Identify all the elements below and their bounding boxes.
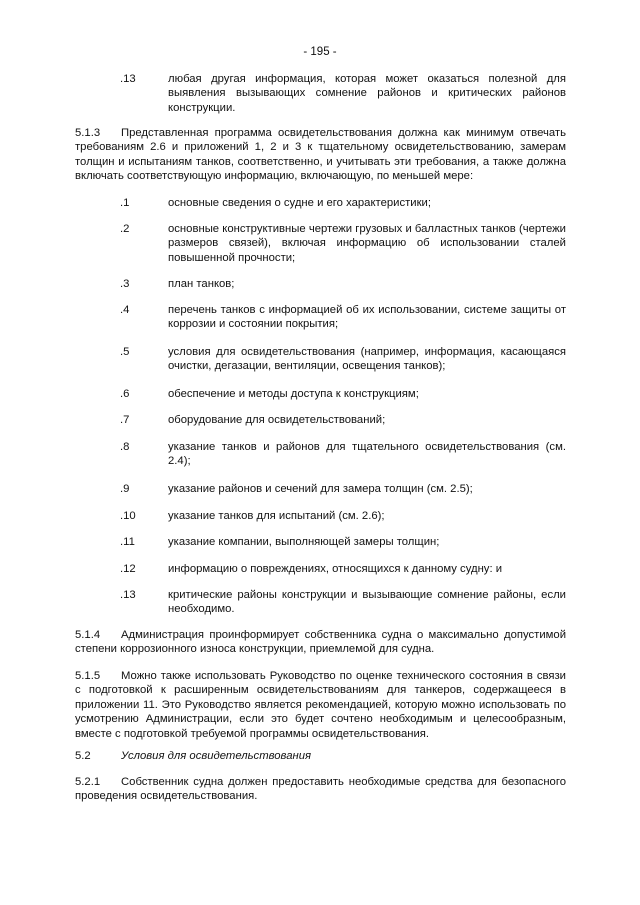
item-text: указание компании, выполняющей замеры толщин; [168,536,440,548]
item-text: информацию о повреждениях, относящихся к данному судну: и [168,563,503,575]
item-number: .5 [120,346,130,358]
section-number: 5.2 [75,750,91,762]
item-number: .12 [120,563,136,575]
item-text: обеспечение и методы доступа к конструкциям; [168,388,419,400]
item-number: .13 [120,589,136,601]
item-number: .3 [120,278,130,290]
item-number: .6 [120,388,130,400]
item-number: .2 [120,223,130,235]
item-text: оборудование для освидетельствований; [168,414,386,426]
paragraph-5-1-3 [75,126,566,184]
item-number: .11 [120,536,135,548]
item-text: условия для освидетельствования (например, информация, касающаяся очистки, дегазации, вентиляции, освещения танков); [168,346,566,373]
item-text: указание танков для испытаний (см. 2.6); [168,510,385,522]
item-number: .9 [120,483,130,495]
section-text: Администрация проинформирует собственника судна о максимально допустимой степени коррозионного износа конструкции, приемлемой для судна. [75,629,566,656]
item-text: критические районы конструкции и вызывающие сомнение районы, если необходимо. [168,589,566,616]
section-heading-5-2 [75,749,311,763]
item-number: .13 [120,73,136,85]
paragraph-5-1-4 [75,628,566,657]
item-text: основные конструктивные чертежи грузовых и балластных танков (чертежи размеров связей), включая информацию об использовании сталей повышенной прочности; [168,223,566,264]
item-number: .1 [120,197,130,209]
item-text: основные сведения о судне и его характеристики; [168,197,431,209]
item-number: .4 [120,304,130,316]
section-title: Условия для освидетельствования [121,750,312,762]
page-number: - 195 - [303,46,337,58]
item-text: план танков; [168,278,235,290]
section-text: Собственник судна должен предоставить необходимые средства для безопасного проведения освидетельствования. [75,776,566,803]
section-text: Можно также использовать Руководство по оценке технического состояния в связи с подготовкой к расширенным освидетельствованиям для танкеров, содержащееся в приложении 11. Это Руководство является рекомендацией, которую можно использовать по усмотрению Администрации, если это будет сочтено необходимым и целесообразным, вместе с подготовкой требуемой программы освидетельствования. [75,670,566,740]
item-text: указание танков и районов для тщательного освидетельствования (см. 2.4); [168,441,566,468]
item-number: .8 [120,441,130,453]
section-number: 5.2.1 [75,776,101,788]
section-number: 5.1.4 [75,629,101,641]
section-text: Представленная программа освидетельствования должна как минимум отвечать требованиям 2.6 и приложений 1, 2 и 3 к тщательному освидетельствованию, замерам толщин и испытаниям танков, соответственно, и учитывать эти требования, а также должна включать соответствующую информацию, включающую, по меньшей мере: [75,127,566,183]
paragraph-5-2-1 [75,775,566,804]
item-number: .7 [120,414,130,426]
item-text: указание районов и сечений для замера толщин (см. 2.5); [168,483,473,495]
item-text: перечень танков с информацией об их использовании, системе защиты от коррозии и состоянии покрытия; [168,304,566,331]
section-number: 5.1.3 [75,127,101,139]
paragraph-5-1-5 [75,669,566,741]
item-number: .10 [120,510,136,522]
section-number: 5.1.5 [75,670,101,682]
item-text: любая другая информация, которая может оказаться полезной для выявления вызывающих сомнение районов и критических районов конструкции. [168,73,566,114]
